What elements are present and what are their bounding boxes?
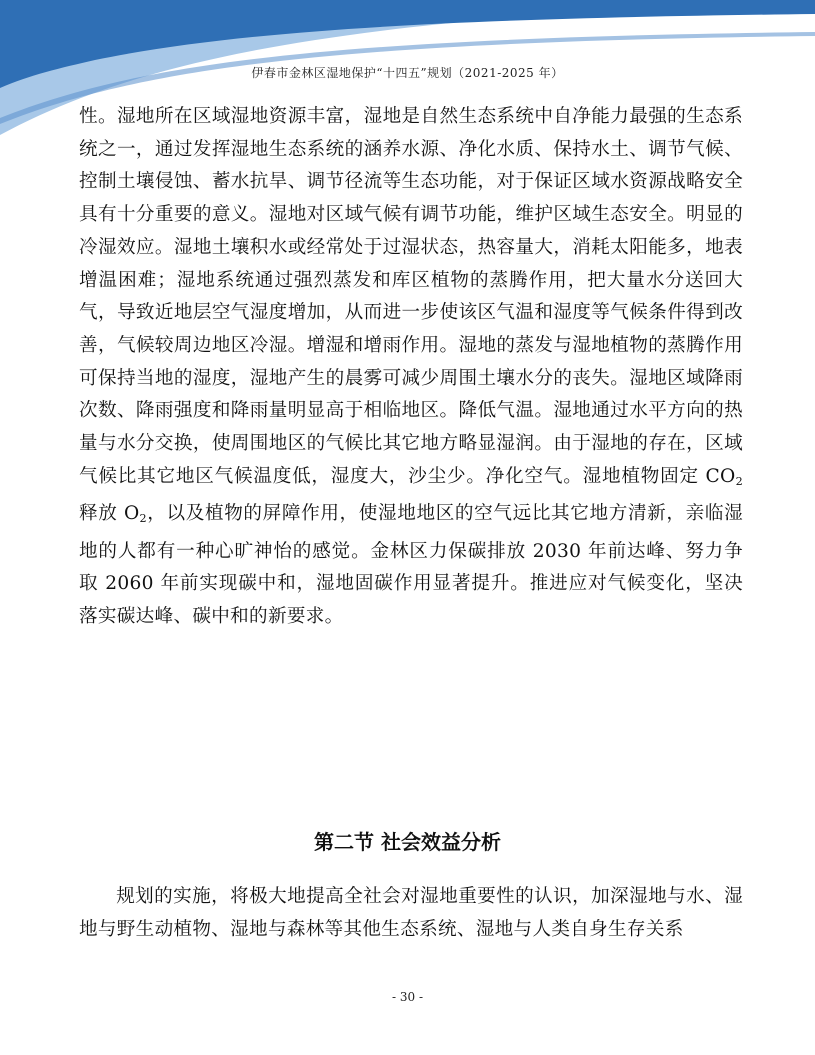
section-intro-paragraph: 规划的实施，将极大地提高全社会对湿地重要性的认识，加深湿地与水、湿地与野生动植物、湿地与森林等其他生态系统、湿地与人类自身生存关系	[79, 886, 743, 940]
body-text-part1: 性。湿地所在区域湿地资源丰富，湿地是自然生态系统中自净能力最强的生态系统之一，通过发挥湿地生态系统的涵养水源、净化水质、保持水土、调节气候、控制土壤侵蚀、蓄水抗旱、调节径流等生态功能，对于保证区域水资源战略安全具有十分重要的意义。湿地对区域气候有调节功能，维护区域生态安全。明显的冷湿效应。湿地土壤积水或经常处于过湿状态，热容量大，消耗太阳能多，地表增温困难；湿地系统通过强烈蒸发和库区植物的蒸腾作用，把大量水分送回大气，导致近地层空气湿度增加，从而进一步使该区气温和湿度等气候条件得到改善，气候较周边地区冷湿。增湿和增雨作用。湿地的蒸发与湿地植物的蒸腾作用可保持当地的湿度，湿地产生的晨雾可减少周围土壤水分的丧失。湿地区域降雨次数、降雨强度和降雨量明显高于相临地区。降低气温。湿地通过水平方向的热量与水分交换，使周围地区的气候比其它地方略显湿润。由于湿地的存在，区域气候比其它地区气候温度低，湿度大，沙尘少。净化空气。湿地植物固定 CO	[79, 106, 743, 487]
body-paragraph	[79, 101, 743, 634]
page-number: - 30 -	[391, 990, 423, 1004]
body-text-part3: ，以及植物的屏障作用，使湿地地区的空气远比其它地方清新，亲临湿地的人都有一种心旷神怡的感觉。金林区力保碳排放 2030 年前达峰、努力争取 2060 年前实现碳中和，湿地固碳作用显著提升。推进应对气候变化，坚决落实碳达峰、碳中和的新要求。	[79, 503, 743, 628]
body-text-part2: 释放 O	[79, 503, 140, 525]
page-header-title: 伊春市金林区湿地保护“十四五”规划（2021-2025 年）	[251, 66, 564, 80]
o2-subscript: 2	[139, 512, 147, 525]
co2-subscript: 2	[735, 474, 743, 488]
section-heading: 第二节 社会效益分析	[314, 830, 501, 854]
